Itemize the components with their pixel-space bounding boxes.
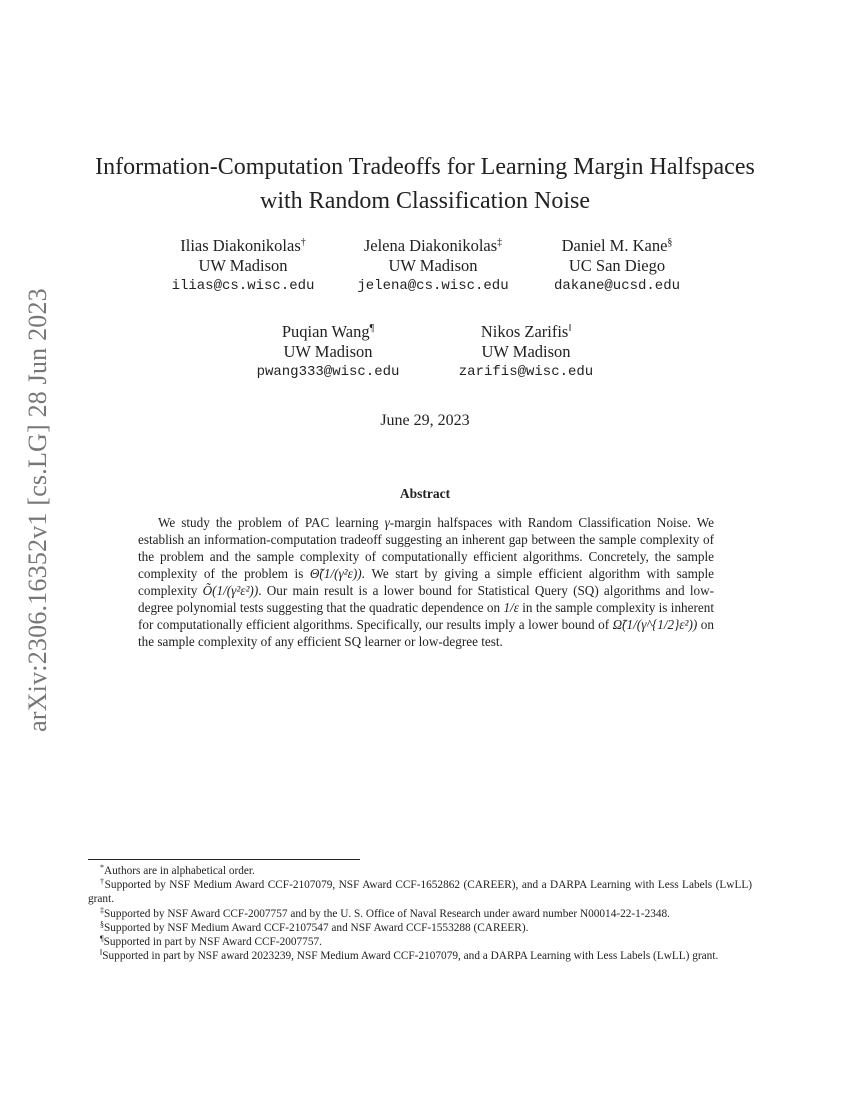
author-footnote-mark: †	[300, 237, 306, 248]
footnote-divider	[88, 859, 360, 860]
author-name: Puqian Wang	[281, 322, 370, 341]
footnotes	[88, 864, 752, 963]
footnote-text: Supported by NSF Award CCF-2007757 and by the U. S. Office of Naval Research under award number N00014-22-1-2348.	[104, 907, 671, 920]
footnote-item	[88, 949, 752, 963]
abstract-text: . We start by giving a simple efficient algorithm with sample complexity	[138, 566, 714, 598]
footnote-text: Supported by NSF Medium Award CCF-2107079, NSF Award CCF-1652862 (CAREER), and a DARPA Learning with Less Labels (LwLL) grant.	[88, 879, 753, 906]
author-footnote-mark: ‖	[568, 323, 572, 334]
footnote-mark: †	[100, 877, 105, 887]
footnote-mark: §	[100, 919, 104, 929]
author-footnote-mark: ¶	[369, 323, 375, 334]
author-name: Daniel M. Kane	[561, 236, 668, 255]
footnote-item	[88, 864, 752, 878]
author-block	[426, 322, 626, 382]
math-gamma: γ	[384, 515, 390, 530]
math-omega-bound: Ω̃(1/(γ^{1/2}ε²))	[612, 617, 698, 632]
abstract-text: on the sample complexity of any efficient SQ learner or low-degree test.	[138, 617, 714, 649]
author-block	[228, 322, 428, 382]
author-name: Jelena Diakonikolas	[363, 236, 498, 255]
title-line-2: with Random Classification Noise	[260, 188, 590, 214]
footnote-text: Supported in part by NSF Award CCF-2007757.	[103, 936, 322, 949]
footnote-mark: *	[100, 863, 104, 872]
footnote-mark: ¶	[100, 934, 104, 944]
author-name: Nikos Zarifis	[480, 322, 569, 341]
footnote-mark: ‡	[100, 905, 104, 915]
footnote-item	[88, 921, 752, 935]
abstract-text: We study the problem of PAC learning	[158, 515, 385, 530]
author-email[interactable]: dakane@ucsd.edu	[553, 278, 681, 294]
footnote-item	[88, 935, 752, 949]
footnote-item	[88, 907, 752, 921]
author-email[interactable]: ilias@cs.wisc.edu	[171, 278, 315, 294]
author-affiliation: UC San Diego	[568, 256, 666, 275]
author-email[interactable]: pwang333@wisc.edu	[256, 364, 400, 380]
author-affiliation: UW Madison	[198, 256, 288, 275]
arxiv-identifier-stamp	[13, 270, 63, 750]
author-block	[517, 236, 717, 296]
author-affiliation: UW Madison	[283, 342, 373, 361]
abstract-body	[138, 514, 714, 650]
title-line-1: Information-Computation Tradeoffs for Learning Margin Halfspaces	[95, 154, 755, 180]
abstract-heading: Abstract	[399, 486, 451, 501]
math-inverse-epsilon: 1/ε	[503, 600, 519, 615]
footnote-text: Supported in part by NSF award 2023239, NSF Medium Award CCF-2107079, and a DARPA Learning with Less Labels (LwLL) grant.	[102, 950, 719, 963]
math-o-bound: Õ(1/(γ²ε²))	[202, 583, 259, 598]
author-block	[143, 236, 343, 296]
author-affiliation: UW Madison	[481, 342, 571, 361]
footnote-mark: ‖	[100, 948, 103, 958]
author-email[interactable]: jelena@cs.wisc.edu	[357, 278, 509, 294]
author-email[interactable]: zarifis@wisc.edu	[458, 364, 594, 380]
abstract-text: in the sample complexity is inherent for computationally efficient algorithms. Specifically, our results imply a lower bound of	[138, 600, 714, 632]
author-footnote-mark: §	[667, 237, 673, 248]
abstract-text: -margin halfspaces with Random Classification Noise. We establish an information-computation tradeoff suggesting an inherent gap between the sample complexity of the problem and the sample complexity of computationally efficient algorithms. Concretely, the sample complexity of the problem is	[138, 515, 715, 581]
paper-date: June 29, 2023	[380, 412, 470, 429]
author-footnote-mark: ‡	[497, 237, 503, 248]
author-block	[333, 236, 533, 296]
footnote-text: Supported by NSF Medium Award CCF-2107547 and NSF Award CCF-1553288 (CAREER).	[104, 921, 529, 934]
paper-title	[90, 150, 760, 218]
arxiv-identifier-text: arXiv:2306.16352v1 [cs.LG] 28 Jun 2023	[23, 288, 52, 732]
footnote-item	[88, 878, 752, 906]
abstract-text: . Our main result is a lower bound for Statistical Query (SQ) algorithms and low-degree polynomial tests suggesting that the quadratic dependence on	[138, 583, 714, 615]
author-affiliation: UW Madison	[388, 256, 478, 275]
footnote-text: Authors are in alphabetical order.	[104, 865, 255, 877]
author-name: Ilias Diakonikolas	[180, 236, 301, 255]
math-theta-bound: Θ̃(1/(γ²ε))	[309, 566, 362, 581]
